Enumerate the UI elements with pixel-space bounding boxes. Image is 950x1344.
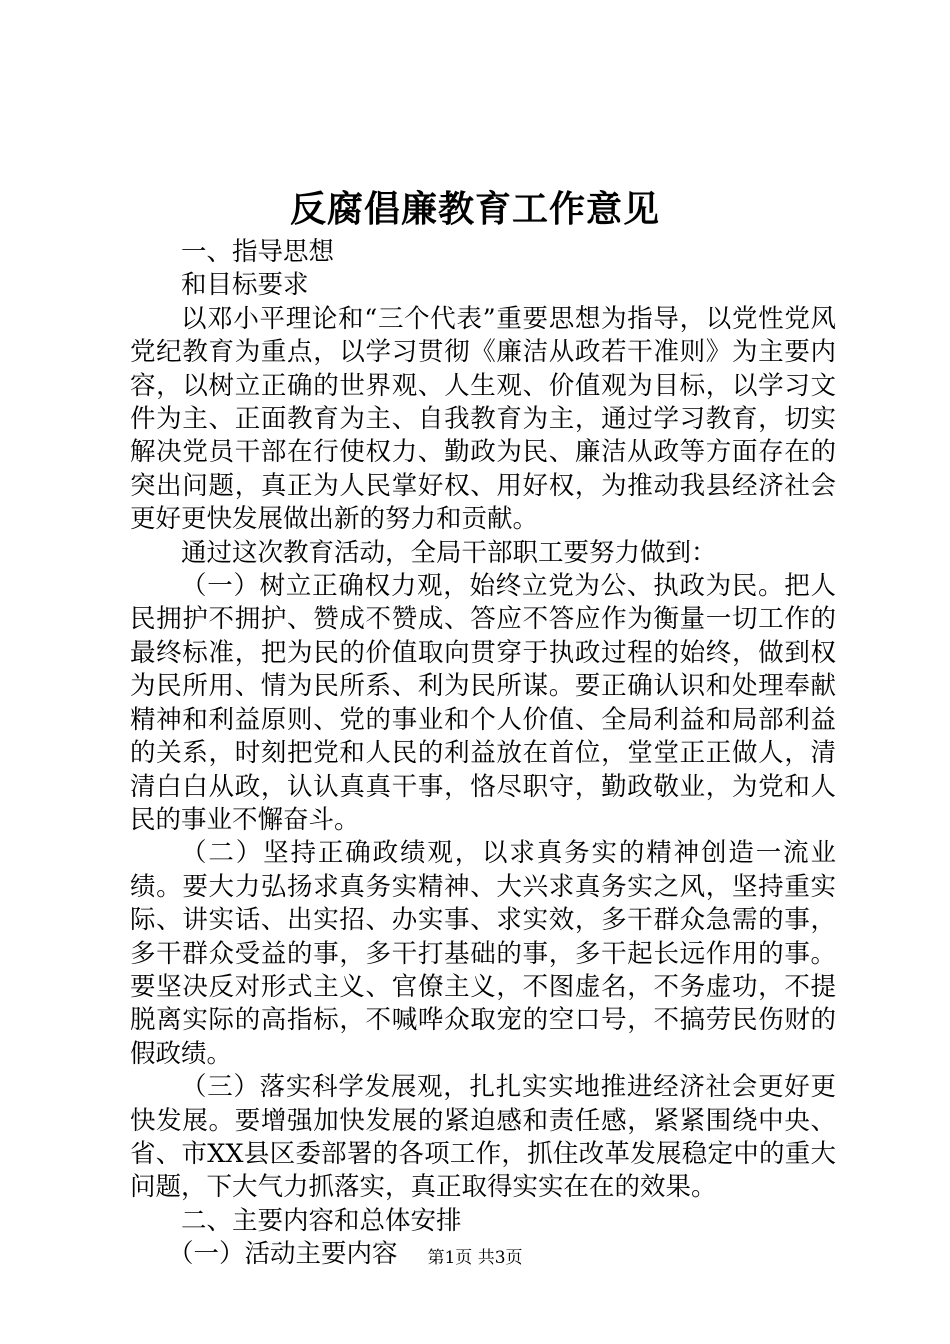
page-footer: 第1页 共3页 — [427, 1248, 523, 1268]
section-heading-2: 二、主要内容和总体安排 — [181, 1205, 462, 1236]
paragraph-goal-1: （一）树立正确权力观，始终立党为公、执政为民。把人民拥护不拥护、赞成不赞成、答应不答应作为衡量一切工作的最终标准，把为民的价值取向贯穿于执政过程的始终，做到权为民所用、情为民所系、利为民所谋。要正确认识和处理奉献精神和利益原则、党的事业和个人价值、全局利益和局部利益的关系，时刻把党和人民的利益放在首位，堂堂正正做人，清清白白从政，认认真真干事，恪尽职守，勤政敬业，为党和人民的事业不懈奋斗。 — [130, 571, 836, 835]
section-heading-1-continued: 和目标要求 — [181, 270, 309, 301]
subsection-heading-2-1: （一）活动主要内容 — [168, 1239, 398, 1270]
paragraph-goal-3: （三）落实科学发展观，扎扎实实地推进经济社会更好更快发展。要增强加快发展的紧迫感和责任感，紧紧围绕中央、省、市XX县区委部署的各项工作，抓住改革发展稳定中的重大问题，下大气力抓落实，真正取得实实在在的效果。 — [130, 1072, 836, 1203]
paragraph-goals-intro: 通过这次教育活动，全局干部职工要努力做到： — [181, 537, 717, 568]
paragraph-goal-2: （二）坚持正确政绩观，以求真务实的精神创造一流业绩。要大力弘扬求真务实精神、大兴求真务实之风，坚持重实际、讲实话、出实招、办实事、求实效，多干群众急需的事，多干群众受益的事，多干打基础的事，多干起长远作用的事。要坚决反对形式主义、官僚主义，不图虚名，不务虚功，不提脱离实际的高指标，不喊哗众取宠的空口号，不搞劳民伤财的假政绩。 — [130, 838, 836, 1069]
document-body — [130, 236, 836, 1272]
section-heading-1: 一、指导思想 — [181, 237, 335, 267]
paragraph-guiding-ideology: 以邓小平理论和“三个代表”重要思想为指导，以党性党风党纪教育为重点，以学习贯彻《廉洁从政若干准则》为主要内容，以树立正确的世界观、人生观、价值观为目标，以学习文件为主、正面教育为主、自我教育为主，通过学习教育，切实解决党员干部在行使权力、勤政为民、廉洁从政等方面存在的突出问题，真正为人民掌好权、用好权，为推动我县经济社会更好更快发展做出新的努力和贡献。 — [130, 303, 836, 535]
document-title: 反腐倡廉教育工作意见 — [289, 188, 660, 230]
